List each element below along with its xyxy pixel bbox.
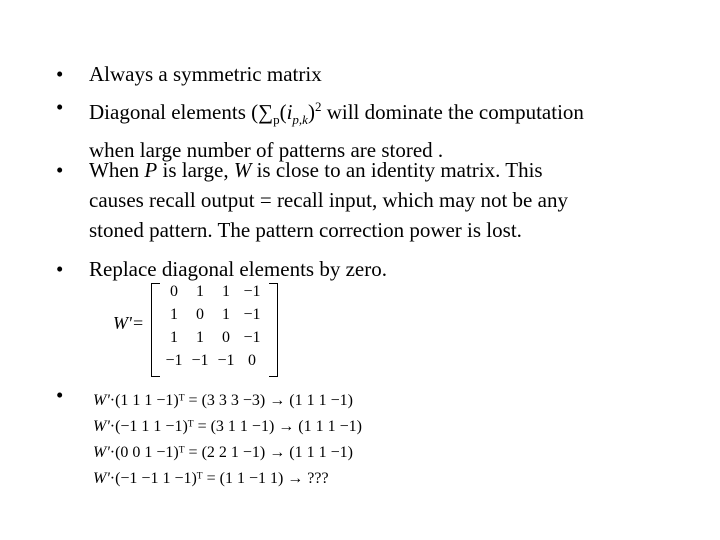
matrix-row [161,329,269,351]
text-line-2: causes recall output = recall input, which may not be any [89,188,568,212]
bullet-dot: • [56,95,64,119]
matrix-label: W'= [113,313,144,333]
recall-equation [93,444,353,462]
matrix-right-bracket [269,283,278,377]
matrix-cell: 0 [170,283,178,300]
bullet-dot: • [56,383,64,407]
matrix-cell: 0 [196,306,204,323]
recall-equation [93,418,362,436]
matrix-cell: −1 [191,352,209,369]
matrix-row [161,352,269,374]
superscript-2: 2 [314,99,322,114]
recall-equation [93,470,329,488]
bullet-text: Replace diagonal elements by zero. [89,257,387,281]
equation-w: W' [93,392,110,409]
text-part: is large, [157,158,234,182]
text-part: ) [307,100,315,124]
matrix-cell: 1 [222,283,230,300]
matrix-cell: 1 [196,283,204,300]
equation-body: ·(−1 −1 1 −1)ᵀ = (1 1 −1 1) → ??? [109,470,329,487]
bullet-dot: • [56,257,64,281]
bullet-text: Always a symmetric matrix [89,62,322,86]
equation-w: W' [93,470,110,487]
text-part: is close to an identity matrix. This [251,158,543,182]
matrix-cell: 0 [222,329,230,346]
matrix-cell: 1 [222,306,230,323]
var-P: P [144,158,158,182]
equation-w: W' [93,444,110,461]
bullet-text [89,155,568,245]
subscript-p: p [273,112,280,128]
matrix-cell: 0 [248,352,256,369]
var-i: i [286,100,293,124]
text-part: will dominate the computation [321,100,584,124]
matrix-cell: 1 [170,329,178,346]
matrix-left-bracket [151,283,160,377]
matrix-cell: −1 [243,329,261,346]
matrix-row [161,306,269,328]
text-line-2: when large number of patterns are stored . [89,138,444,163]
var-W: W [233,158,252,182]
weight-matrix [113,283,283,375]
recall-equation [93,392,353,410]
text-part: ( [279,100,287,124]
text-part: When [89,158,145,182]
matrix-cell: 1 [196,329,204,346]
equation-body: ·(−1 1 1 −1)ᵀ = (3 1 1 −1) → (1 1 1 −1) [109,418,362,435]
text-part: Diagonal elements (∑ [89,100,274,124]
subscript-pk: p,k [292,112,308,128]
bullet-dot: • [56,62,64,86]
bullet-dot: • [56,158,64,182]
matrix-cell: −1 [217,352,235,369]
equation-body: ·(0 0 1 −1)ᵀ = (2 2 1 −1) → (1 1 1 −1) [109,444,353,461]
matrix-row [161,283,269,305]
equation-body: ·(1 1 1 −1)ᵀ = (3 3 3 −3) → (1 1 1 −1) [109,392,353,409]
text-line-3: stoned pattern. The pattern correction power is lost. [89,218,522,242]
matrix-cell: −1 [243,283,261,300]
equation-w: W' [93,418,110,435]
matrix-cell: 1 [170,306,178,323]
matrix-cell: −1 [165,352,183,369]
matrix-cell: −1 [243,306,261,323]
